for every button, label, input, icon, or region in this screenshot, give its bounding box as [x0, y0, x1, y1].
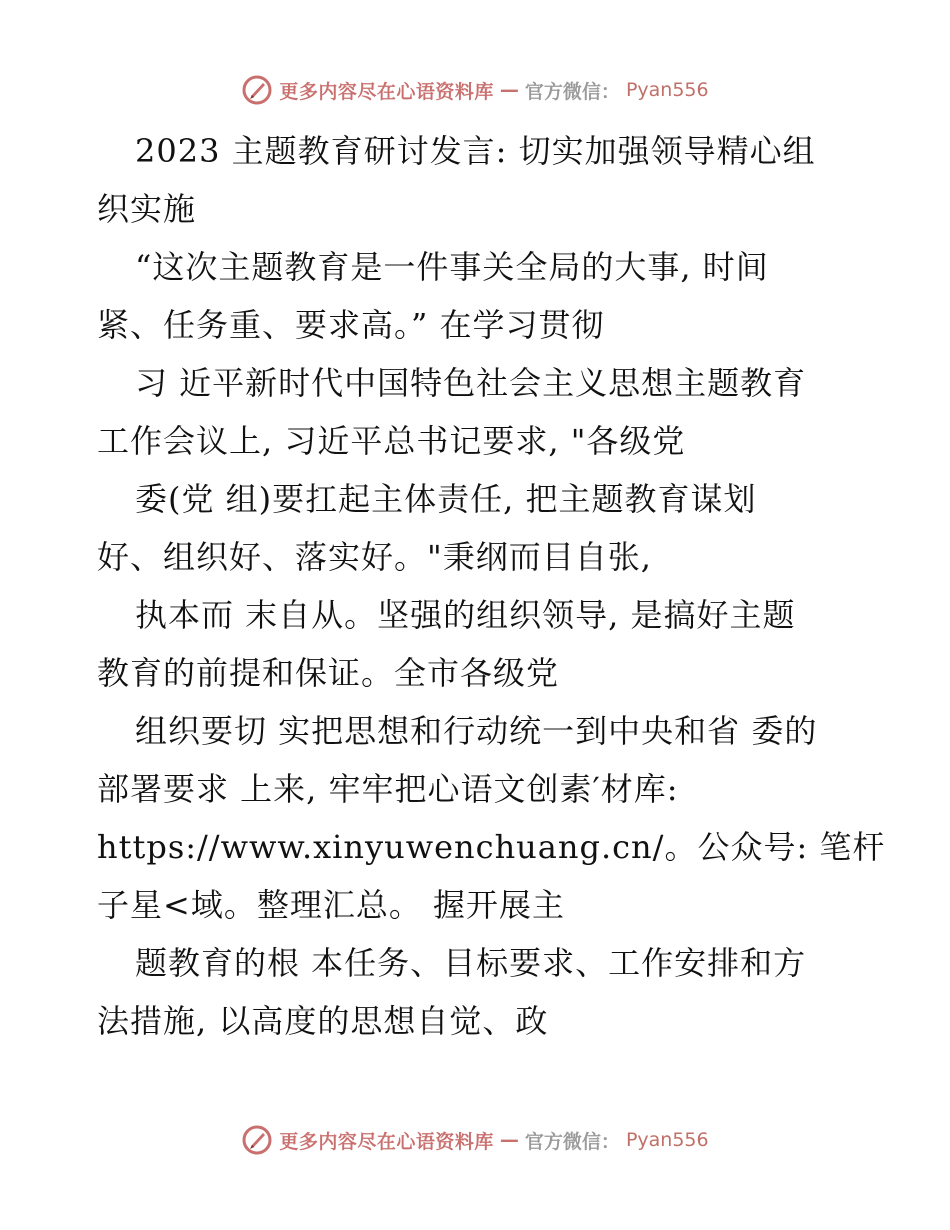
watermark-label: 官方微信：: [524, 1130, 620, 1153]
watermark-wechat-id: Pyan556: [625, 79, 709, 101]
document-line: 组织要切 实把思想和行动统一到中央和省 委的: [135, 712, 818, 750]
watermark-dash: —: [499, 79, 519, 101]
document-line: 子星<域。整理汇总。 握开展主: [97, 886, 565, 924]
watermark-label: 官方微信：: [524, 80, 620, 103]
document-line: 题教育的根 本任务、目标要求、工作安排和方: [135, 944, 807, 982]
document-line: 教育的前提和保证。全市各级党: [97, 654, 560, 692]
document-line: https://www.xinyuwenchuang.cn/。公众号: 笔杆: [97, 828, 886, 866]
document-line: “这次主题教育是一件事关全局的大事, 时间: [135, 248, 769, 286]
quill-logo-icon: [241, 1124, 273, 1156]
document-line: 2023 主题教育研讨发言: 切实加强领导精心组: [135, 132, 816, 170]
document-line: 工作会议上, 习近平总书记要求, "各级党: [97, 422, 686, 460]
watermark-wechat-id: Pyan556: [625, 1129, 709, 1151]
document-line: 习 近平新时代中国特色社会主义思想主题教育: [135, 364, 807, 402]
document-line: 部署要求 上来, 牢牢把心语文创素′材库:: [97, 770, 679, 808]
watermark-dash: —: [499, 1129, 519, 1151]
document-body: [97, 122, 886, 1050]
document-line: 委(党 组)要扛起主体责任, 把主题教育谋划: [135, 480, 757, 518]
document-line: 紧、任务重、要求高。” 在学习贯彻: [97, 306, 605, 344]
footer-watermark: [0, 1122, 950, 1158]
quill-logo-icon: [241, 74, 273, 106]
watermark-brand: 更多内容尽在心语资料库: [279, 1130, 494, 1153]
document-line: 织实施: [97, 190, 197, 228]
document-line: 法措施, 以高度的思想自觉、政: [97, 1002, 549, 1040]
document-line: 好、组织好、落实好。"秉纲而目自张,: [97, 538, 652, 576]
watermark-brand: 更多内容尽在心语资料库: [279, 80, 494, 103]
document-line: 执本而 末自从。坚强的组织领导, 是搞好主题: [135, 596, 796, 634]
header-watermark: [0, 72, 950, 108]
